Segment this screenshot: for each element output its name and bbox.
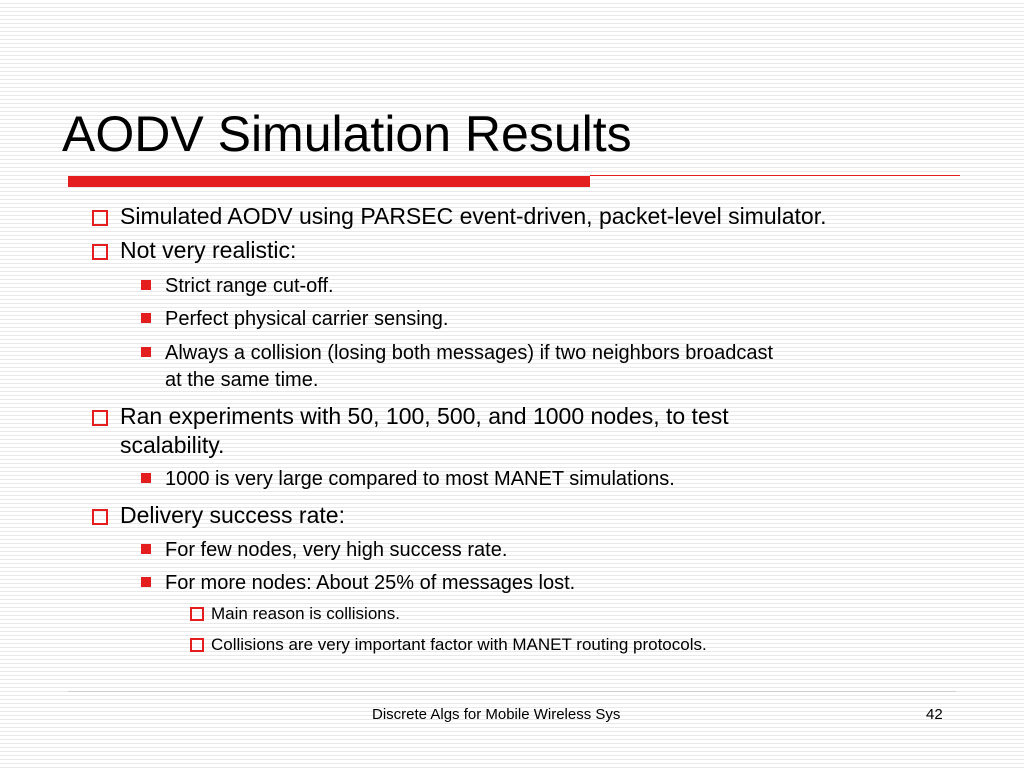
bullet-text: Simulated AODV using PARSEC event-driven, packet-level simulator. (120, 203, 827, 229)
bullet-text: For few nodes, very high success rate. (165, 539, 508, 561)
hollow-square-bullet-icon (92, 244, 108, 260)
bullet-level2 (141, 273, 334, 300)
bullet-text-line1: Ran experiments with 50, 100, 500, and 1000 nodes, to test (120, 403, 729, 429)
bullet-level2 (141, 570, 575, 597)
bullet-level2 (141, 306, 448, 333)
bullet-text: Main reason is collisions. (211, 604, 400, 623)
filled-square-bullet-icon (141, 313, 151, 323)
hollow-square-bullet-icon (190, 638, 204, 652)
filled-square-bullet-icon (141, 473, 151, 483)
bullet-text: 1000 is very large compared to most MANET simulations. (165, 468, 675, 490)
title-underline-thin (590, 175, 960, 176)
footer-course-title: Discrete Algs for Mobile Wireless Sys (372, 706, 621, 723)
bullet-level2 (141, 340, 773, 394)
bullet-text: Collisions are very important factor with MANET routing protocols. (211, 635, 707, 654)
bullet-text: For more nodes: About 25% of messages lost. (165, 572, 576, 594)
bullet-text: Strict range cut-off. (165, 275, 334, 297)
bullet-text-line2: scalability. (120, 432, 225, 458)
slide-title: AODV Simulation Results (62, 106, 632, 162)
filled-square-bullet-icon (141, 544, 151, 554)
footer-divider (68, 691, 956, 692)
footer-page-number: 42 (926, 706, 943, 723)
bullet-level1 (92, 402, 729, 460)
filled-square-bullet-icon (141, 280, 151, 290)
filled-square-bullet-icon (141, 577, 151, 587)
bullet-level2 (141, 537, 507, 564)
hollow-square-bullet-icon (92, 509, 108, 525)
bullet-text (165, 340, 773, 394)
bullet-level1 (92, 501, 345, 530)
hollow-square-bullet-icon (92, 410, 108, 426)
bullet-text (120, 402, 729, 460)
bullet-text: Not very realistic: (120, 237, 297, 263)
bullet-level1 (92, 236, 296, 265)
bullet-text-line1: Always a collision (losing both messages) if two neighbors broadcast (165, 342, 774, 364)
bullet-level2 (141, 466, 675, 493)
bullet-text-line2: at the same time. (165, 369, 319, 391)
hollow-square-bullet-icon (190, 607, 204, 621)
hollow-square-bullet-icon (92, 210, 108, 226)
bullet-level1 (92, 202, 827, 231)
title-underline-thick (68, 176, 590, 187)
bullet-text: Delivery success rate: (120, 502, 345, 528)
bullet-level3 (190, 602, 400, 626)
bullet-text: Perfect physical carrier sensing. (165, 308, 449, 330)
bullet-level3 (190, 633, 707, 657)
filled-square-bullet-icon (141, 347, 151, 357)
